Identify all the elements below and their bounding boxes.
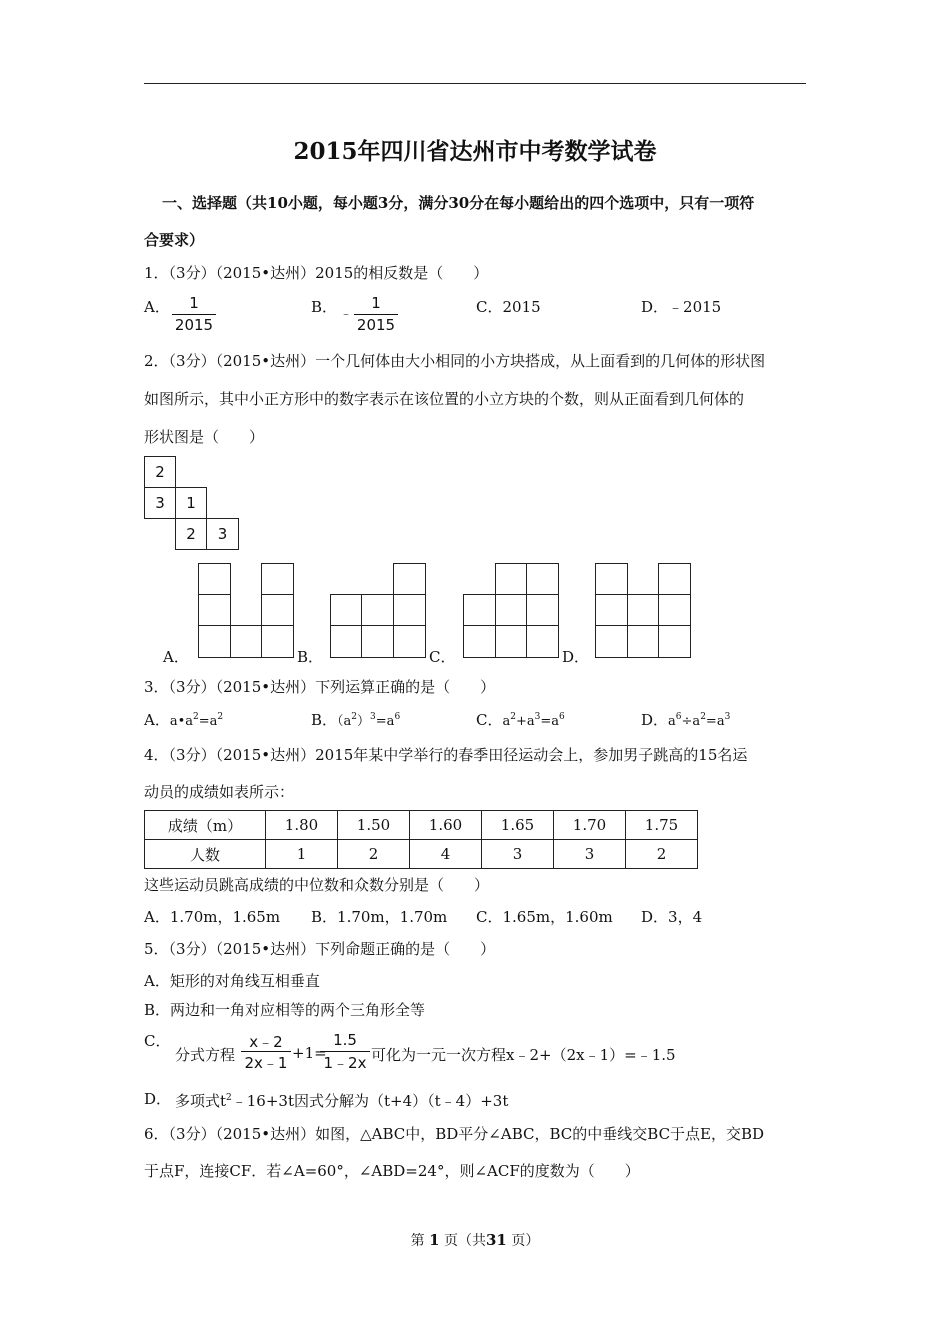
top-view-cell: 1 <box>175 487 207 519</box>
q1-b-numerator: 1 <box>371 294 381 312</box>
q5-option-c-mid: +1= <box>292 1044 327 1062</box>
square <box>330 594 362 626</box>
q2-line3: 形状图是（ ） <box>144 428 265 446</box>
square <box>658 625 691 658</box>
table-cell: 3 <box>554 840 626 869</box>
q4-option-a: A．1.70m，1.65m <box>144 908 281 926</box>
table-cell: 1.65 <box>482 811 554 840</box>
q2-option-b-label: B． <box>297 648 324 666</box>
q5-option-b: B．两边和一角对应相等的两个三角形全等 <box>144 1001 426 1019</box>
square <box>330 625 362 658</box>
table-cell: 1.60 <box>410 811 482 840</box>
q3-option-a: A．$a•a^2=a^2$ <box>144 711 224 729</box>
q1-b-denominator: 2015 <box>356 316 396 334</box>
q5-c-fraction-1 <box>241 1031 291 1073</box>
top-view-cell: 2 <box>175 518 207 550</box>
table-header-cell: 人数 <box>145 840 266 869</box>
square <box>658 563 691 595</box>
q1-option-c: C．2015 <box>476 298 541 316</box>
square <box>393 563 426 595</box>
score-table <box>144 810 698 869</box>
section-heading-line2: 合要求） <box>144 231 205 249</box>
q2-line2: 如图所示，其中小正方形中的数字表示在该位置的小立方块的个数，则从正面看到几何体的 <box>144 390 745 408</box>
q3-stem: 3．（3分）（2015•达州）下列运算正确的是（ ） <box>144 678 496 696</box>
q1-option-a-fraction <box>172 294 216 338</box>
q5-option-a: A．矩形的对角线互相垂直 <box>144 972 320 990</box>
q1-a-denominator: 2015 <box>174 316 214 334</box>
table-cell: 1.50 <box>338 811 410 840</box>
table-cell: 1.80 <box>266 811 338 840</box>
q5-c-fraction-2 <box>320 1031 370 1073</box>
square <box>463 594 496 626</box>
table-cell: 1.75 <box>626 811 698 840</box>
square <box>627 594 659 626</box>
page-title: 2015年四川省达州市中考数学试卷 <box>293 138 657 165</box>
table-cell: 2 <box>626 840 698 869</box>
q5-option-c-pre: 分式方程 <box>175 1046 236 1064</box>
q6-line2: 于点F，连接CF．若∠A=60°，∠ABD=24°，则∠ACF的度数为（ ） <box>144 1162 640 1180</box>
q5-option-c-post: 可化为一元一次方程x﹣2+（2x﹣1）=﹣1.5 <box>371 1046 676 1064</box>
fraction-bar <box>354 314 398 315</box>
q4-option-d: D．3，4 <box>641 908 703 926</box>
section-heading-line1: 一、选择题（共10小题，每小题3分，满分30分在每小题给出的四个选项中，只有一项符 <box>162 194 755 212</box>
square <box>658 594 691 626</box>
q1-option-b-fraction <box>354 294 398 338</box>
square <box>526 625 559 658</box>
table-row <box>145 840 698 869</box>
square <box>230 625 262 658</box>
q4-question: 这些运动员跳高成绩的中位数和众数分别是（ ） <box>144 876 490 894</box>
square <box>595 625 628 658</box>
top-rule <box>144 83 806 84</box>
page-footer: 第 1 页（共31 页） <box>410 1231 540 1249</box>
q5-stem: 5．（3分）（2015•达州）下列命题正确的是（ ） <box>144 940 496 958</box>
total-pages: 31 <box>486 1231 507 1249</box>
square <box>595 594 628 626</box>
q5-option-c-label: C． <box>144 1032 171 1050</box>
table-cell: 2 <box>338 840 410 869</box>
top-view-cell: 3 <box>206 518 239 550</box>
square <box>261 625 294 658</box>
current-page: 1 <box>429 1231 440 1249</box>
table-header-cell: 成绩（m） <box>145 811 266 840</box>
square <box>198 625 231 658</box>
square <box>361 594 394 626</box>
table-cell: 4 <box>410 840 482 869</box>
square <box>495 563 527 595</box>
square <box>261 594 294 626</box>
square <box>393 625 426 658</box>
q6-line1: 6．（3分）（2015•达州）如图，△ABC中，BD平分∠ABC，BC的中垂线交BC于点E，交BD <box>144 1125 765 1143</box>
square <box>463 625 496 658</box>
square <box>595 563 628 595</box>
top-view-cell: 3 <box>144 487 176 519</box>
q5-option-d: 多项式$t^2﹣16+3t$因式分解为（t+4）（t﹣4）+3t <box>175 1092 509 1110</box>
q4-option-c: C．1.65m，1.60m <box>476 908 613 926</box>
q5-option-d-label: D． <box>144 1090 172 1108</box>
fraction-numerator: x﹣2 <box>249 1033 283 1051</box>
q2-option-a-label: A． <box>163 648 189 666</box>
fraction-denominator: 1﹣2x <box>323 1054 367 1072</box>
q3-option-b: B．$(a^2)^3=a^6$ <box>311 711 401 729</box>
q1-option-a-label: A． <box>144 298 170 316</box>
square <box>198 594 231 626</box>
q1-option-d: D．﹣2015 <box>641 298 722 316</box>
q2-line1: 2．（3分）（2015•达州）一个几何体由大小相同的小方块搭成，从上面看到的几何体的形状图 <box>144 352 766 370</box>
q3-option-c: C．$a^2+a^3=a^6$ <box>476 711 565 729</box>
q4-option-b: B．1.70m，1.70m <box>311 908 448 926</box>
square <box>361 625 394 658</box>
square <box>198 563 231 595</box>
q1-a-numerator: 1 <box>189 294 199 312</box>
square <box>526 594 559 626</box>
q1-option-b-sign: ﹣ <box>340 306 353 320</box>
top-view-cell: 2 <box>144 456 176 488</box>
table-cell: 1 <box>266 840 338 869</box>
table-row <box>145 811 698 840</box>
fraction-numerator: 1.5 <box>333 1031 357 1049</box>
table-cell: 1.70 <box>554 811 626 840</box>
q1-stem: 1．（3分）（2015•达州）2015的相反数是（ ） <box>144 264 489 282</box>
q4-line1: 4．（3分）（2015•达州）2015年某中学举行的春季田径运动会上，参加男子跳高的15名运 <box>144 746 748 764</box>
square <box>393 594 426 626</box>
table-cell: 3 <box>482 840 554 869</box>
fraction-bar <box>172 314 216 315</box>
q3-option-d: D．$a^6\div a^2=a^3$ <box>641 711 731 729</box>
square <box>495 594 527 626</box>
square <box>526 563 559 595</box>
square <box>495 625 527 658</box>
q4-line2: 动员的成绩如表所示： <box>144 783 295 801</box>
square <box>627 625 659 658</box>
q1-option-b-label: B． <box>311 298 338 316</box>
q2-option-d-label: D． <box>562 648 590 666</box>
fraction-denominator: 2x﹣1 <box>244 1054 288 1072</box>
q2-option-c-label: C． <box>429 648 456 666</box>
square <box>261 563 294 595</box>
